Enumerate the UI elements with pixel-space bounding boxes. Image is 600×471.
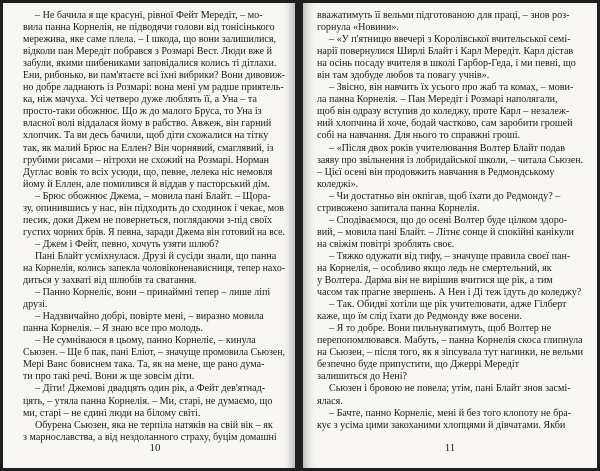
text-line: грубими рисами – нітрохи не схожий на Розмарі. Норман <box>23 154 270 166</box>
text-line: на Корнелія, – особливо якщо ледь не смертельний, як <box>317 262 552 274</box>
right-page <box>303 3 597 468</box>
text-line: – Джем і Фейт, певно, хочуть узяти шлюб? <box>35 238 219 250</box>
text-line: – Панно Корнеліє, вони – принаймні тепер – лише ліпі <box>35 287 271 299</box>
text-line: панна Корнелія. – Я знаю все про молодь. <box>23 323 203 335</box>
text-line: стривожено запитала панна Корнелія. <box>317 202 480 214</box>
text-line: но добре ладнають із Розмарі: вона мені ум радше приятель- <box>23 82 284 94</box>
text-line: на Корнелія, колись запекла чоловіконенависниця, тепер нахо- <box>23 262 285 274</box>
left-page <box>3 3 295 468</box>
text-line: – Не бачила я ще красуні, рівної Фейт Мередіт, – мо- <box>35 10 263 21</box>
text-line: безпечно буде припустити, що Джеррі Мередіт <box>317 359 520 371</box>
text-line: – Чи достатньо він окпігав, щоб їхати до Редмонду? – <box>329 190 561 202</box>
text-line: – Цієї осені він продовжить навчання в Редмондському <box>317 166 555 178</box>
text-line: ка, ніж мачуха. Усі четверо дуже люблять її, а Уна – та <box>23 94 257 106</box>
text-line: – Я то добре. Вони пильнуватимуть, щоб Волтер не <box>329 323 552 335</box>
left-page-text <box>23 10 285 444</box>
text-line: Обурена Сьюзен, яка не терпіла натяків на свій вік – як <box>35 419 273 431</box>
text-line: Дуглас вовік то всіх усюди, що, певне, лелека ніс немовля <box>23 166 273 178</box>
text-line: – Тяжко одужати від тифу, – значуще правила своєї пан- <box>329 250 571 262</box>
text-line: Мері Ванс бовиснем така. Та, як на мене, ще рано дума- <box>23 359 265 371</box>
text-line: у Волтера. Дарма він не вирішив вчитися ще рік, а тим <box>317 275 553 287</box>
text-line: перепопомлювався. Мабуть, – панна Корнелія скоса глипнула <box>317 335 583 347</box>
text-line: ялася. <box>317 395 343 407</box>
text-line: густих чорних брів. Я певна, заради Джема він готовий на все. <box>23 226 285 238</box>
right-page-text <box>317 10 583 432</box>
text-line: вила панна Корнелія, не підводячи голови від тонісінького <box>23 22 275 34</box>
text-line: з марнославства, а від нездоланного страху, буцім домашні <box>23 431 277 443</box>
text-line: диться у захваті від шлюбів та сватання. <box>23 275 197 287</box>
text-line: вий, – мовила пані Блайт. – Літнє сонце й спокійні канікули <box>317 226 574 238</box>
text-line: так, як малий Брюс на Еллен? Він чорнявий, смаглявий, із <box>23 142 274 154</box>
text-line: заяву про звільнення із лобридайської школи, – читала Сьюзен. <box>317 154 583 166</box>
text-line: – Брюс обожнює Джема, – мовила пані Блайт. – Щора- <box>35 190 271 202</box>
text-line: кує з усіма цими закоханими хлопцями й дівчатами. Якби <box>317 419 566 431</box>
text-line: на осінь посаду вчителя в школі Гарбор-Геда, і ми певні, що <box>317 58 576 70</box>
text-line: Сьюзен і бровою не повела; утім, пані Блайт знов засмі- <box>329 383 571 395</box>
text-line: часом так прагне звершень. А Нен і Ді теж їдуть до коледжу? <box>317 287 582 299</box>
text-line: зу, опинившись у нас, він підходить до сходинок і чекає, мов <box>23 202 284 214</box>
text-line: Ени, рибонько, ви пам'ятаєте всі їхні вибрики? Вони дивовиж- <box>23 70 285 82</box>
text-line: власної волі віддалася йому в рабство. Авжеж, він гарний <box>23 118 272 130</box>
text-line: ний хлопчина й хоче, бодай частково, сам заробити грошей <box>317 118 573 130</box>
text-line: він там здобуде любов та повагу учнів». <box>317 70 490 82</box>
text-line: – Діти! Джемові двадцять один рік, а Фейт дев'ятнад- <box>35 383 266 395</box>
text-line: – Так. Обидві хотіли ще рік учителювати, адже Гілберт <box>329 299 567 311</box>
text-line: на свіжім повітрі зроблять своє. <box>317 238 455 250</box>
text-line: горнула «Новини». <box>317 22 399 34</box>
text-line: каже, що їм слід їхати до Редмонду вже восени. <box>317 311 522 323</box>
text-line: йому й Еллен, але помилився й віддав у пасторський дім. <box>23 178 270 190</box>
text-line: – Не сумніваюся в цьому, панно Корнеліє, – кинула <box>35 335 256 347</box>
right-page-number: 11 <box>444 442 456 454</box>
text-line: Пані Блайт усміхнулася. Друзі й сусіди знали, що панна <box>35 250 277 262</box>
text-line: хлопчик. Та ви десь бачили, щоб діти схожалися на тітку <box>23 130 269 142</box>
text-line: ла панна Корнелія. – Пан Мередіт і Розмарі наполягали, <box>317 94 558 106</box>
text-line: – Надзвичайно добрі, повірте мені, – виразно мовила <box>35 311 264 323</box>
text-line: Сьюзен. – Ще б пак, пані Еліот, – значуще промовила Сьюзен, <box>23 347 285 359</box>
text-line: – «У п'ятницю ввечері з Королівської вчительської семі- <box>329 34 571 46</box>
text-line: забули, якими шибениками заповідалися колись ті дітлахи. <box>23 58 277 70</box>
text-line: на Сьюзен, – після того, як я зіпсувала тут нагинки, не вельми <box>317 347 583 359</box>
text-line: коледжі». <box>317 178 359 190</box>
text-line: – Бачте, панно Корнеліє, мені й без того клопоту не бра- <box>329 407 572 419</box>
text-line: ми, старі – не єдині люди на білому світі. <box>23 407 201 419</box>
text-line: мереживa, яке саме плела. – І шкода, що вони залишилися, <box>23 34 277 46</box>
text-line: цять, – утяла панна Корнелія. – Ми, старі, не думаємо, що <box>23 395 273 407</box>
text-line: – Сподіваємося, що до осені Волтер буде цілком здоро- <box>329 214 568 226</box>
text-line: нарії повернулися Ширлі Блайт і Карл Мередіт. Карл дістав <box>317 46 574 58</box>
text-line: ти про такі речі. Вони ж ще зовсім діти. <box>23 371 195 383</box>
left-page-number: 10 <box>149 442 161 454</box>
text-line: песик, доки Джем не повернеться, поглядаючи з-під своїх <box>23 214 273 226</box>
text-line: відколи пан Мередіт побрався з Розмарі Вест. Люди вже й <box>23 46 273 58</box>
text-line: собі на навчання. Для нього то справжні гроші. <box>317 130 521 142</box>
text-line: щоб він одразу вступив до коледжу, проте Карл – незалеж- <box>317 106 570 118</box>
text-line: – Звісно, він навчить їх усього про жаб та комах, – мови- <box>329 82 574 94</box>
text-line: друзі. <box>23 299 48 311</box>
text-line: – «Після двох років учителювання Волтер Блайт подав <box>329 142 565 154</box>
text-line: просто-таки обожнює. Що ж до малого Бруса, то Уна із <box>23 106 262 118</box>
text-line: залишиться до Нені? <box>317 371 407 383</box>
text-line: вважатимуть її вельми підготованою для праці, – знов роз- <box>317 10 570 21</box>
